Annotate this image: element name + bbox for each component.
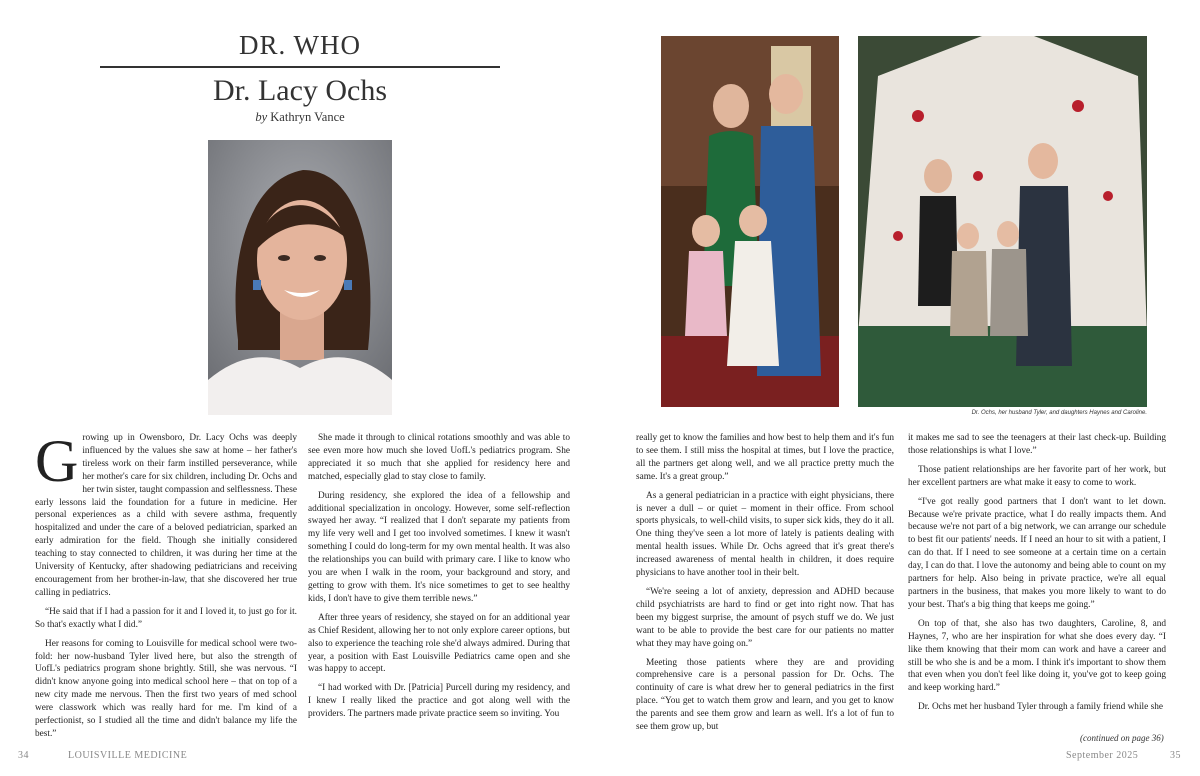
byline <box>100 110 500 125</box>
paragraph: During residency, she explored the idea of a fellowship and additional specialization in oncology. However, some self-reflection swayed her away. “I realized that I don't separate my patients from my life very well and I get too involved sometimes. I knew it wasn't something I could do long-term for my own mental health. It was also the relationships you can build with primary care. I like to know who you are when I walk in the room, your background and story, and getting to grow with them. It's nice sometimes to get to see healthy kids, I don't have to give them terrible news.” <box>308 490 570 604</box>
continued-note: (continued on page 36) <box>1080 733 1164 743</box>
family-photo-church <box>661 36 839 407</box>
footer-issue-date: September 2025 <box>1066 750 1139 761</box>
paragraph: She made it through to clinical rotations smoothly and was able to see even more how much she loved UofL's pediatrics program. She appreciated it so much that she applied for residency here and matched, especially glad to stay close to family. <box>308 433 570 482</box>
text-column-1 <box>35 432 297 744</box>
footer-magazine-name: LOUISVILLE MEDICINE <box>68 750 188 761</box>
paragraph: “He said that if I had a passion for it and I loved it, to just go for it. So that's exactly what I did.” <box>35 606 297 630</box>
paragraph: After three years of residency, she stayed on for an additional year as Chief Resident, allowing her to not only explore career options, but also to experience the teaching role she'd always admired. During that year, a position with East Louisville Pediatrics came open and she was happy to accept. <box>308 612 570 675</box>
text-column-3 <box>636 432 894 744</box>
byline-by: by <box>255 110 268 124</box>
paragraph: rowing up in Owensboro, Dr. Lacy Ochs was deeply influenced by the values she saw at home – her father's tireless work on their farm instilled perseverance, while her mother's care for six children, including Dr. Ochs and her twin sister, taught compassion and selflessness. These early lessons laid the foundation for a future in medicine. Her personal experiences as a child with severe asthma, frequently hospitalized and under the care of a beloved pediatrician, sparked an early admiration for the field. Though she initially considered teaching to stay connected to children, it was during her time at the University of Kentucky, after shadowing pediatricians and receiving encouragement from her brother-in-law, that she discovered her true calling in pediatrics. <box>35 433 297 598</box>
paragraph: “We're seeing a lot of anxiety, depression and ADHD because child psychiatrists are hard to find or get into right now. That has been my biggest surprise, the amount of psych stuff we do. We just want to be able to provide the best care for our patients no matter what they may have going on.” <box>636 586 894 649</box>
article-title: Dr. Lacy Ochs <box>212 74 388 107</box>
footer-page-number-left: 34 <box>18 750 29 761</box>
section-heading: DR. WHO <box>238 30 361 60</box>
photo-caption: Dr. Ochs, her husband Tyler, and daughters Haynes and Caroline. <box>971 410 1147 416</box>
paragraph: On top of that, she also has two daughters, Caroline, 8, and Haynes, 7, who are her inspiration for what she does every day. “I like them knowing that their mom can work and have a career and still be who she is and be a mom. I think it's important to show them that even when you don't feel like doing it, you've got to keep going and keep working hard.” <box>908 618 1166 694</box>
family-photo-church-illustration <box>661 36 839 407</box>
text-column-2 <box>308 432 570 744</box>
family-photo-christmas-illustration <box>858 36 1147 407</box>
paragraph: really get to know the families and how best to help them and it's fun to see them. I still miss the hospital at times, but I love the practice, all the partners get along well, and we all practice pretty much the same. It's a great group.” <box>636 433 894 482</box>
paragraph: Dr. Ochs met her husband Tyler through a family friend while she <box>918 702 1163 713</box>
paragraph: Those patient relationships are her favorite part of her work, but her excellent partners are what make it easy to come to work. <box>908 464 1166 488</box>
paragraph: “I've got really good partners that I don't want to let down. Because we're private practice, what I do really impacts them. And because we're not part of a big network, we can arrange our schedule to best fit our patients' needs. If I need an hour to sit with a patient, I can do that. If I need to see someone at a certain time on a certain day, I can do that. I love the autonomy and being able to count on my partners for help. Also being in private practice, we're all equal partners in the business, that makes you more likely to want to do your best. That's a big thing that keeps me going.” <box>908 496 1166 610</box>
paragraph: As a general pediatrician in a practice with eight physicians, there is never a dull – or quiet – moment in their office. From school sports physicals, to well-child visits, to super sick kids, they do it all. One thing they've seen a lot more of lately is patients dealing with mental health issues. While Dr. Ochs agreed that it's great there's increased awareness of mental health in children, it does require physicians to have another tool in their belt. <box>636 490 894 579</box>
portrait-illustration <box>208 140 392 415</box>
family-photo-christmas-tree <box>858 36 1147 407</box>
paragraph: Meeting those patients where they are and providing comprehensive care is a personal passion for Dr. Ochs. The continuity of care is what drew her to general pediatrics in the first place. “You get to watch them grow and learn, and you get to know the parents and see them grow and learn as well. It's a lot of fun to see them grow up, but <box>636 657 894 733</box>
byline-author: Kathryn Vance <box>270 110 345 124</box>
text-column-4 <box>908 432 1166 732</box>
heading-rule <box>100 66 500 68</box>
drop-cap: G <box>35 432 79 494</box>
paragraph: it makes me sad to see the teenagers at their last check-up. Building those relationships is what I love.” <box>908 433 1166 456</box>
footer-page-number-right: 35 <box>1170 750 1181 761</box>
paragraph: “I had worked with Dr. [Patricia] Purcell during my residency, and I knew I really liked the practice and got along well with the providers. The partners made private practice seem so inviting. You <box>308 683 570 720</box>
portrait-photo <box>208 140 392 415</box>
paragraph: Her reasons for coming to Louisville for medical school were two-fold: her now-husband Tyler lived here, but also the strength of UofL's pediatrics program shone brightly. Still, she was nervous. “I didn't know anyone going into medical school here – that on top of a new city made me nervous. Then the first two years of med school were classwork which was really hard for me. I'm kind of a perfectionist, so I studied all the time and didn't balance my life the best.” <box>35 638 297 739</box>
